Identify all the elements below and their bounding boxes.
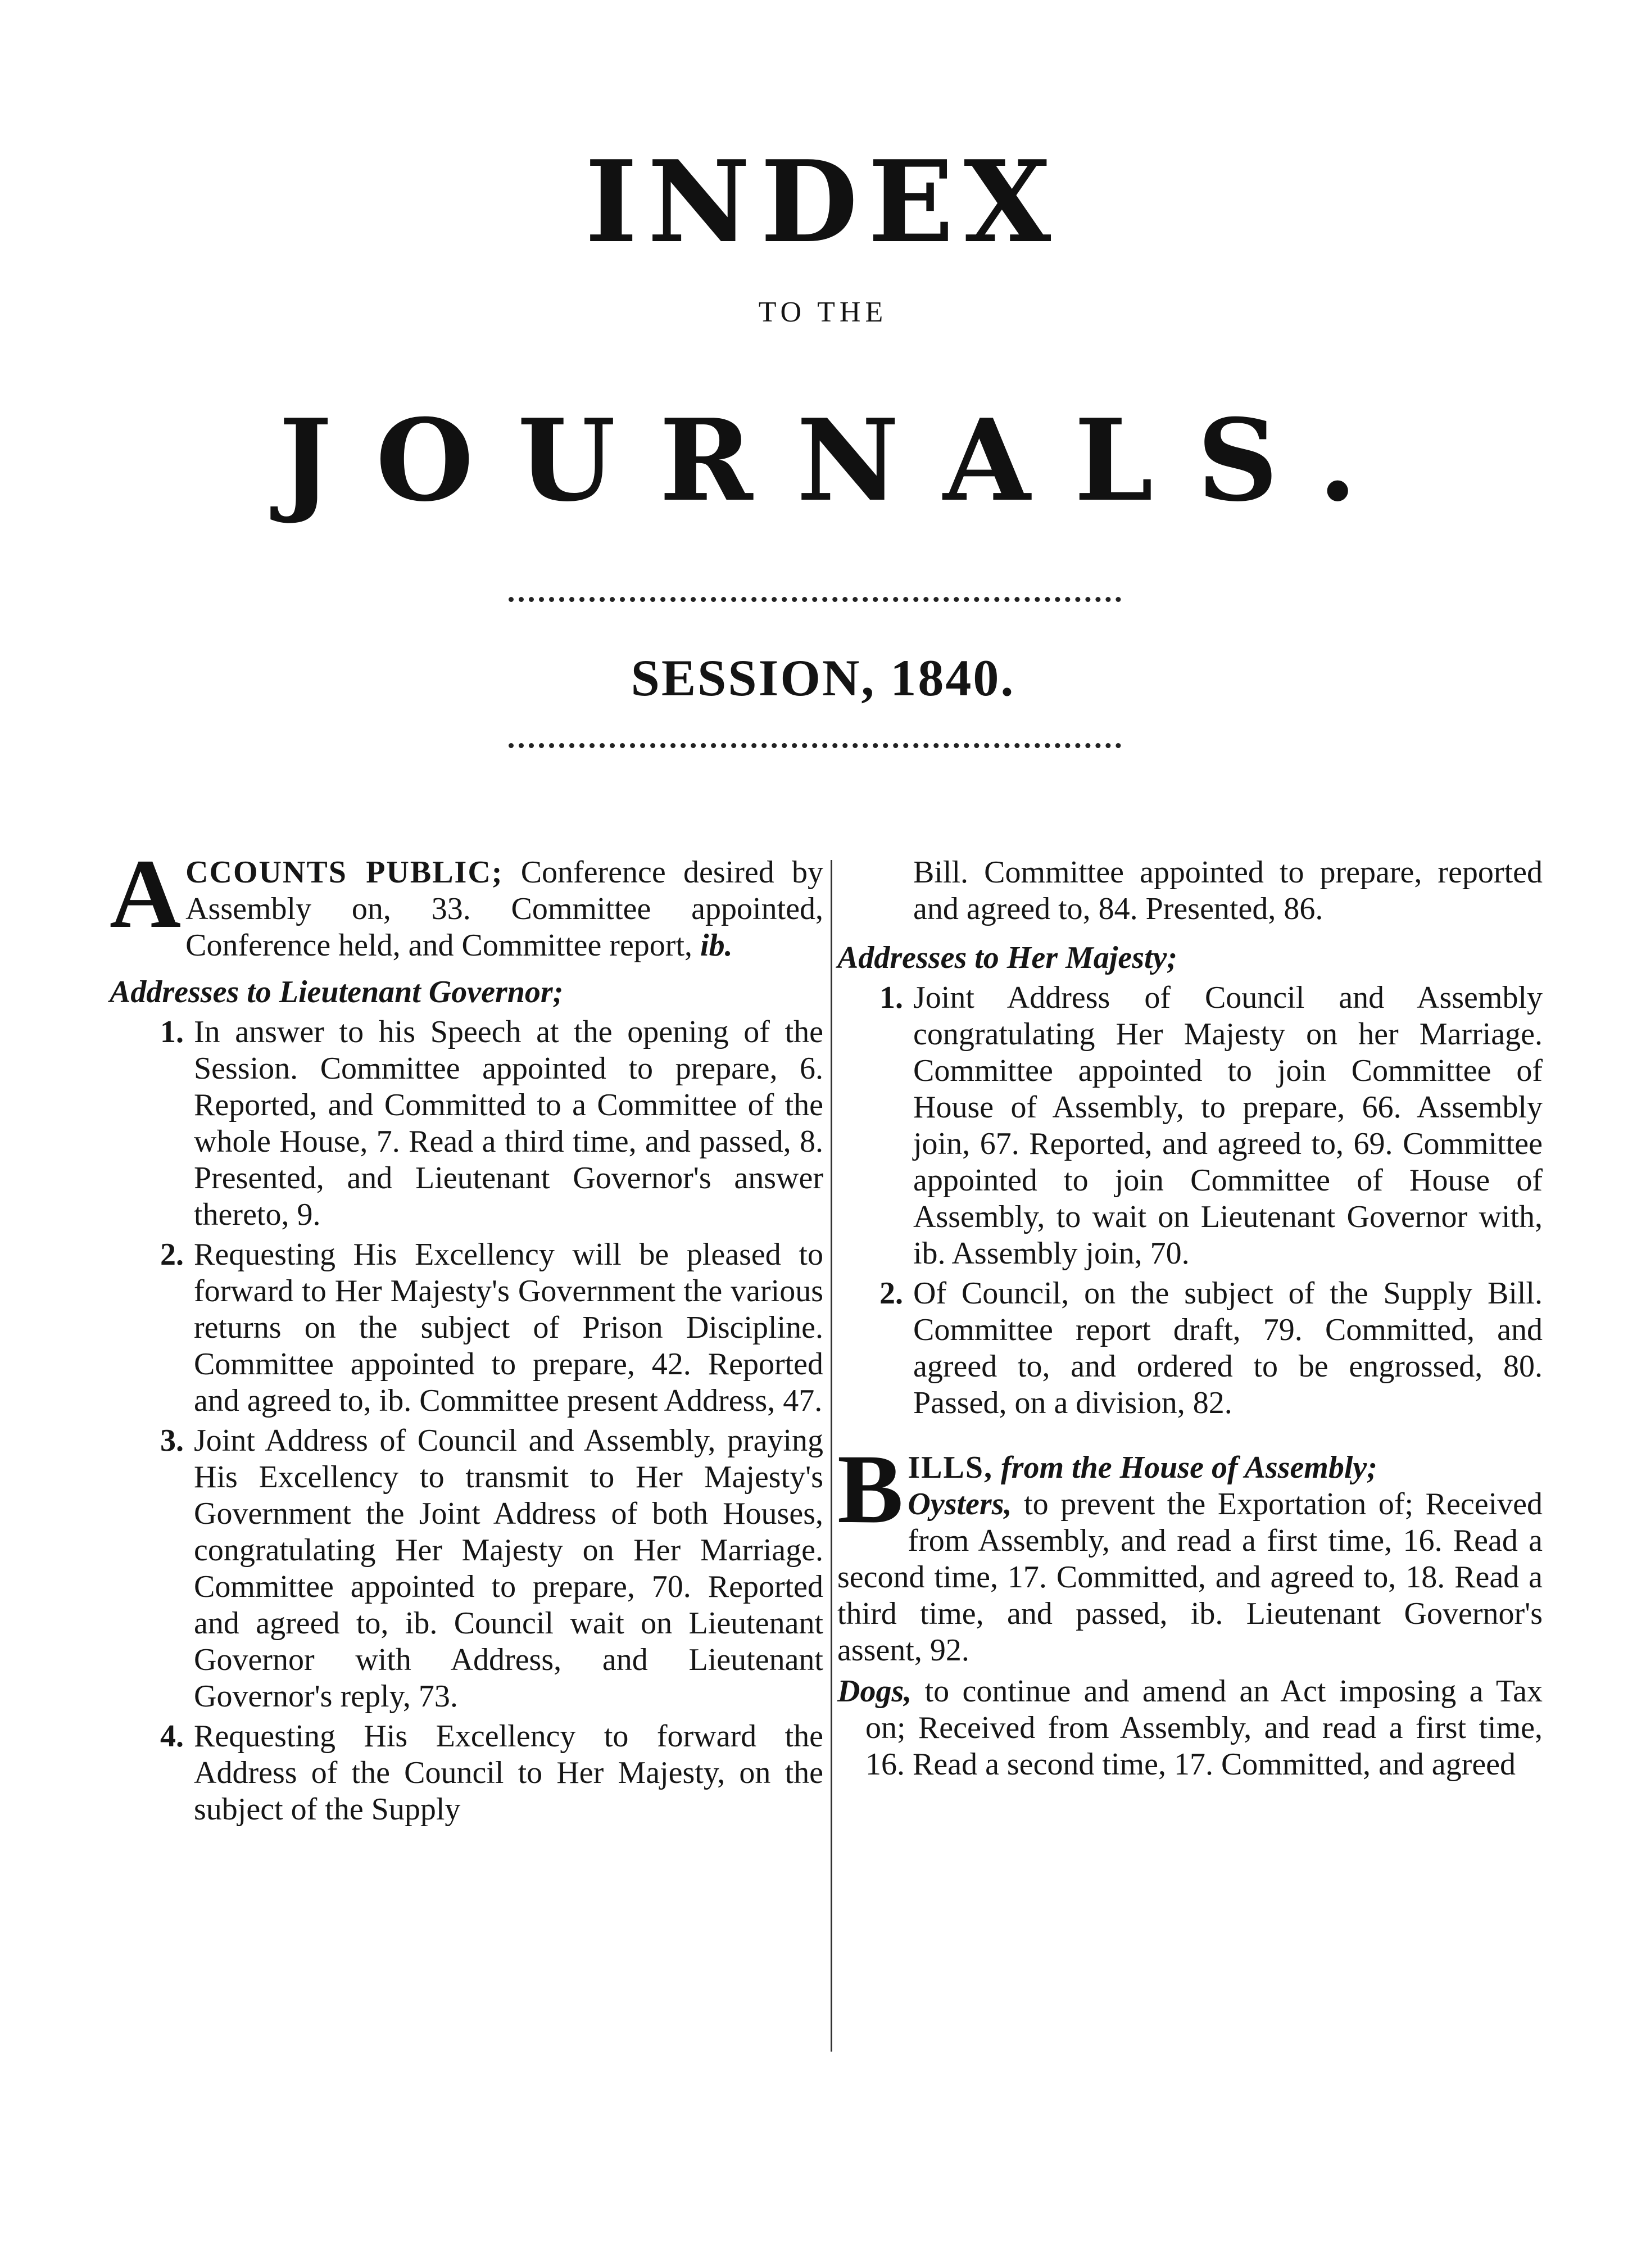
item-number: 1. <box>160 1015 184 1049</box>
majesty-item-1 <box>837 980 1543 1272</box>
majesty-heading: Addresses to Her Majesty; <box>837 940 1178 975</box>
spacer <box>837 1422 1543 1450</box>
right-column <box>837 854 1543 1783</box>
accounts-ib: ib. <box>700 928 733 963</box>
dogs-term: Dogs, <box>837 1674 912 1709</box>
accounts-public-entry <box>110 839 824 964</box>
bills-subheading: from the House of Assembly; <box>993 1450 1377 1485</box>
item-text: Joint Address of Council and Assembly, praying His Excellency to transmit to Her Majesty's Government the Joint Address of both Houses, congratulating Her Majesty on Her Marriage. Committee appointed to prepare, 70. Reported and agreed to, ib. Council wait on Lieutenant Governor with Address, and Lieutenant Governor's reply, 73. <box>194 1423 823 1714</box>
item-number: 1. <box>879 980 903 1015</box>
left-column <box>110 839 824 1828</box>
item-number: 3. <box>160 1423 184 1458</box>
item-text: Joint Address of Council and Assembly congratulating Her Majesty on her Marriage. Committee appointed to join Committee of House of Assembly, to prepare, 66. Assembly join, 67. Reported, and agreed to, 69. Committee appointed to join Committee of House of Assembly, to wait on Lieutenant Governor with, ib. Assembly join, 70. <box>913 980 1543 1271</box>
dogs-entry <box>837 1673 1543 1783</box>
item-number: 2. <box>160 1237 184 1272</box>
item-number: 2. <box>879 1276 903 1311</box>
dropcap-b: B <box>837 1434 904 1544</box>
lt-gov-item-4 <box>110 1718 823 1828</box>
index-title: INDEX <box>584 136 1062 268</box>
dropcap-a: A <box>110 839 182 949</box>
supply-bill-continuation: Bill. Committee appointed to prepare, reported and agreed to, 84. Presented, 86. <box>913 855 1543 926</box>
to-the-subtitle: TO THE <box>758 296 888 328</box>
lt-gov-item-3 <box>110 1423 823 1715</box>
column-divider <box>831 860 832 2052</box>
accounts-heading: CCOUNTS PUBLIC; <box>185 855 504 890</box>
item-text: Of Council, on the subject of the Supply Bill. Committee report draft, 79. Committed, and agreed to, and ordered to be engrossed, 80. Passed, on a division, 82. <box>913 1276 1543 1420</box>
item-text: Requesting His Excellency to forward the Address of the Council to Her Majesty, on the subject of the Supply <box>194 1719 823 1827</box>
lt-gov-heading: Addresses to Lieutenant Governor; <box>110 975 564 1009</box>
lt-gov-item-2 <box>110 1237 823 1419</box>
dogs-text: to continue and amend an Act imposing a Tax on; Received from Assembly, and read a first time, 16. Read a second time, 17. Committed, and agreed <box>865 1674 1543 1782</box>
item-number: 4. <box>160 1719 184 1754</box>
bills-entry <box>837 1434 1543 1669</box>
lt-gov-item-1 <box>110 1014 823 1233</box>
ornamental-rule-top <box>509 597 1121 602</box>
accounts-text: Conference desired by Assembly on, 33. Committee appointed, Conference held, and Committee report, <box>185 855 824 963</box>
session-heading: SESSION, 1840. <box>631 649 1015 707</box>
bills-heading: ILLS, <box>908 1450 994 1485</box>
oysters-text: to prevent the Exportation of; Received from Assembly, and read a first time, 16. Read a second time, 17. Committed, and agreed to, 18. Read a third time, and passed, ib. Lieutenant Governor's assent, 92. <box>837 1487 1543 1668</box>
journals-title: JOURNALS. <box>278 395 1402 527</box>
ornamental-rule-bottom <box>509 743 1121 748</box>
majesty-item-2 <box>837 1275 1543 1422</box>
item-text: In answer to his Speech at the opening of the Session. Committee appointed to prepare, 6. Reported, and Committed to a Committee of the whole House, 7. Read a third time, and passed, 8. Presented, and Lieutenant Governor's answer thereto, 9. <box>194 1015 823 1232</box>
item-text: Requesting His Excellency will be pleased to forward to Her Majesty's Government the various returns on the subject of Prison Discipline. Committee appointed to prepare, 42. Reported and agreed to, ib. Committee present Address, 47. <box>194 1237 823 1418</box>
oysters-term: Oysters, <box>908 1487 1012 1522</box>
